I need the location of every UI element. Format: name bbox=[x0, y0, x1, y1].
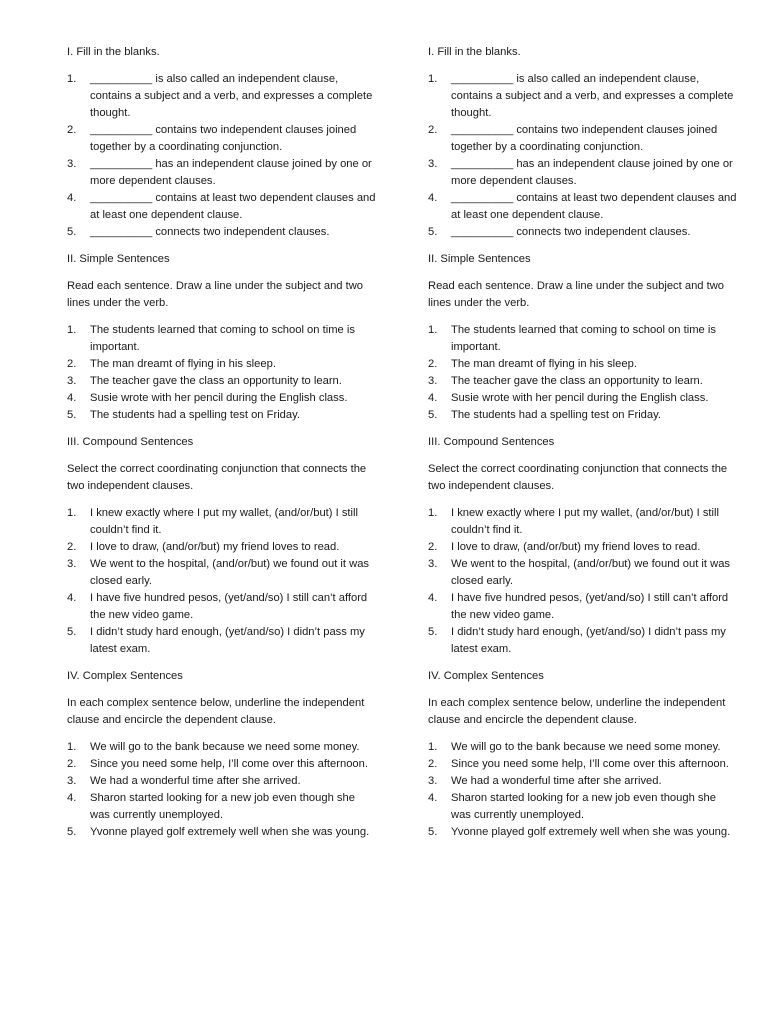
question-text: I love to draw, (and/or/but) my friend loves to read. bbox=[451, 541, 701, 553]
question-text: We had a wonderful time after she arrived. bbox=[90, 775, 301, 787]
question-number: 5. bbox=[428, 826, 438, 838]
question-item bbox=[428, 407, 738, 424]
question-number: 2. bbox=[428, 541, 438, 553]
question-list bbox=[428, 505, 738, 658]
question-text: __________ has an independent clause joined by one or more dependent clauses. bbox=[451, 158, 733, 187]
question-number: 2. bbox=[428, 758, 438, 770]
worksheet-column-left bbox=[67, 44, 377, 851]
question-text: Sharon started looking for a new job even though she was currently unemployed. bbox=[451, 792, 716, 821]
question-item bbox=[67, 122, 377, 156]
question-text: __________ connects two independent clauses. bbox=[90, 226, 330, 238]
question-item bbox=[67, 407, 377, 424]
section-instruction: In each complex sentence below, underline the independent clause and encircle the dependent clause. bbox=[428, 697, 726, 726]
question-number: 1. bbox=[428, 324, 438, 336]
question-number: 1. bbox=[428, 73, 438, 85]
question-text: I have five hundred pesos, (yet/and/so) I still can’t afford the new video game. bbox=[451, 592, 729, 621]
question-number: 3. bbox=[67, 158, 77, 170]
question-item bbox=[428, 590, 738, 624]
section-instruction: In each complex sentence below, underline the independent clause and encircle the dependent clause. bbox=[67, 697, 365, 726]
question-list bbox=[67, 71, 377, 241]
question-item bbox=[428, 190, 738, 224]
question-text: Since you need some help, I’ll come over this afternoon. bbox=[451, 758, 729, 770]
question-number: 3. bbox=[428, 558, 438, 570]
question-item bbox=[428, 156, 738, 190]
section-title: III. Compound Sentences bbox=[428, 436, 555, 448]
question-number: 4. bbox=[67, 392, 77, 404]
question-text: I knew exactly where I put my wallet, (and/or/but) I still couldn’t find it. bbox=[451, 507, 719, 536]
question-number: 1. bbox=[67, 324, 77, 336]
section-instruction: Select the correct coordinating conjunction that connects the two independent clauses. bbox=[67, 463, 367, 492]
question-number: 1. bbox=[428, 507, 438, 519]
question-list bbox=[428, 739, 738, 841]
question-number: 4. bbox=[67, 192, 77, 204]
question-number: 1. bbox=[67, 741, 77, 753]
question-item bbox=[428, 71, 738, 122]
question-item bbox=[67, 773, 377, 790]
question-number: 3. bbox=[67, 775, 77, 787]
question-number: 5. bbox=[67, 226, 77, 238]
question-text: __________ has an independent clause joined by one or more dependent clauses. bbox=[90, 158, 372, 187]
question-list bbox=[67, 322, 377, 424]
question-item bbox=[428, 790, 738, 824]
question-text: We had a wonderful time after she arrived. bbox=[451, 775, 662, 787]
question-text: Since you need some help, I’ll come over this afternoon. bbox=[90, 758, 368, 770]
question-text: I have five hundred pesos, (yet/and/so) I still can’t afford the new video game. bbox=[90, 592, 368, 621]
question-text: The students learned that coming to school on time is important. bbox=[90, 324, 355, 353]
question-number: 5. bbox=[428, 226, 438, 238]
question-text: We will go to the bank because we need some money. bbox=[90, 741, 360, 753]
question-text: The students had a spelling test on Friday. bbox=[90, 409, 300, 421]
question-number: 2. bbox=[67, 758, 77, 770]
section-title: I. Fill in the blanks. bbox=[67, 46, 160, 58]
question-number: 4. bbox=[428, 392, 438, 404]
question-item bbox=[67, 156, 377, 190]
worksheet-column-right bbox=[428, 44, 738, 851]
question-number: 3. bbox=[428, 375, 438, 387]
question-item bbox=[67, 624, 377, 658]
question-item bbox=[67, 190, 377, 224]
question-text: __________ contains two independent clauses joined together by a coordinating conjunction. bbox=[451, 124, 718, 153]
question-text: __________ contains at least two dependent clauses and at least one dependent clause. bbox=[451, 192, 737, 221]
section-instruction: Read each sentence. Draw a line under the subject and two lines under the verb. bbox=[67, 280, 364, 309]
question-item bbox=[428, 122, 738, 156]
question-text: Yvonne played golf extremely well when she was young. bbox=[451, 826, 731, 838]
question-list bbox=[67, 739, 377, 841]
question-item bbox=[67, 373, 377, 390]
question-number: 4. bbox=[428, 592, 438, 604]
question-number: 1. bbox=[428, 741, 438, 753]
question-text: The students learned that coming to school on time is important. bbox=[451, 324, 716, 353]
question-item bbox=[428, 224, 738, 241]
question-number: 5. bbox=[67, 409, 77, 421]
question-text: I didn’t study hard enough, (yet/and/so) I didn’t pass my latest exam. bbox=[90, 626, 365, 655]
question-item bbox=[67, 556, 377, 590]
question-number: 4. bbox=[428, 192, 438, 204]
section-title: II. Simple Sentences bbox=[67, 253, 170, 265]
question-item bbox=[67, 356, 377, 373]
question-text: We will go to the bank because we need some money. bbox=[451, 741, 721, 753]
question-number: 2. bbox=[67, 358, 77, 370]
question-text: The teacher gave the class an opportunity to learn. bbox=[90, 375, 342, 387]
section-instruction: Select the correct coordinating conjunction that connects the two independent clauses. bbox=[428, 463, 728, 492]
question-number: 5. bbox=[428, 626, 438, 638]
question-number: 1. bbox=[67, 73, 77, 85]
question-item bbox=[67, 824, 377, 841]
question-number: 2. bbox=[428, 358, 438, 370]
question-item bbox=[428, 322, 738, 356]
question-item bbox=[428, 824, 738, 841]
section-instruction: Read each sentence. Draw a line under the subject and two lines under the verb. bbox=[428, 280, 725, 309]
question-text: __________ connects two independent clauses. bbox=[451, 226, 691, 238]
section-title: IV. Complex Sentences bbox=[67, 670, 183, 682]
question-number: 2. bbox=[428, 124, 438, 136]
question-number: 5. bbox=[67, 826, 77, 838]
question-text: The teacher gave the class an opportunity to learn. bbox=[451, 375, 703, 387]
question-text: I knew exactly where I put my wallet, (and/or/but) I still couldn’t find it. bbox=[90, 507, 358, 536]
question-text: __________ contains two independent clauses joined together by a coordinating conjunction. bbox=[90, 124, 357, 153]
question-text: The man dreamt of flying in his sleep. bbox=[90, 358, 276, 370]
question-number: 4. bbox=[67, 592, 77, 604]
question-item bbox=[67, 790, 377, 824]
question-item bbox=[67, 539, 377, 556]
section-title: III. Compound Sentences bbox=[67, 436, 194, 448]
question-text: __________ is also called an independent clause, contains a subject and a verb, and expresses a complete thought. bbox=[90, 73, 373, 119]
question-item bbox=[67, 390, 377, 407]
question-text: __________ contains at least two dependent clauses and at least one dependent clause. bbox=[90, 192, 376, 221]
question-number: 5. bbox=[428, 409, 438, 421]
question-number: 4. bbox=[428, 792, 438, 804]
question-item bbox=[428, 539, 738, 556]
question-text: We went to the hospital, (and/or/but) we found out it was closed early. bbox=[90, 558, 370, 587]
question-item bbox=[428, 756, 738, 773]
question-text: Susie wrote with her pencil during the English class. bbox=[90, 392, 348, 404]
question-text: __________ is also called an independent clause, contains a subject and a verb, and expresses a complete thought. bbox=[451, 73, 734, 119]
question-number: 2. bbox=[67, 124, 77, 136]
question-item bbox=[428, 739, 738, 756]
question-text: We went to the hospital, (and/or/but) we found out it was closed early. bbox=[451, 558, 731, 587]
question-item bbox=[428, 624, 738, 658]
section-title: IV. Complex Sentences bbox=[428, 670, 544, 682]
question-item bbox=[67, 739, 377, 756]
question-list bbox=[67, 505, 377, 658]
question-text: The man dreamt of flying in his sleep. bbox=[451, 358, 637, 370]
question-number: 3. bbox=[67, 375, 77, 387]
question-item bbox=[67, 71, 377, 122]
question-item bbox=[67, 756, 377, 773]
question-number: 3. bbox=[67, 558, 77, 570]
question-item bbox=[428, 356, 738, 373]
question-text: I didn’t study hard enough, (yet/and/so) I didn’t pass my latest exam. bbox=[451, 626, 726, 655]
question-number: 2. bbox=[67, 541, 77, 553]
question-number: 1. bbox=[67, 507, 77, 519]
question-number: 4. bbox=[67, 792, 77, 804]
question-number: 3. bbox=[428, 158, 438, 170]
question-text: Sharon started looking for a new job even though she was currently unemployed. bbox=[90, 792, 355, 821]
question-item bbox=[67, 224, 377, 241]
question-list bbox=[428, 322, 738, 424]
question-item bbox=[428, 390, 738, 407]
question-list bbox=[428, 71, 738, 241]
question-item bbox=[428, 373, 738, 390]
question-item bbox=[428, 505, 738, 539]
question-item bbox=[428, 556, 738, 590]
question-item bbox=[67, 322, 377, 356]
question-item bbox=[67, 590, 377, 624]
question-text: I love to draw, (and/or/but) my friend loves to read. bbox=[90, 541, 340, 553]
question-text: The students had a spelling test on Friday. bbox=[451, 409, 661, 421]
question-text: Yvonne played golf extremely well when she was young. bbox=[90, 826, 370, 838]
question-item bbox=[67, 505, 377, 539]
question-item bbox=[428, 773, 738, 790]
question-number: 5. bbox=[67, 626, 77, 638]
question-text: Susie wrote with her pencil during the English class. bbox=[451, 392, 709, 404]
section-title: I. Fill in the blanks. bbox=[428, 46, 521, 58]
section-title: II. Simple Sentences bbox=[428, 253, 531, 265]
question-number: 3. bbox=[428, 775, 438, 787]
